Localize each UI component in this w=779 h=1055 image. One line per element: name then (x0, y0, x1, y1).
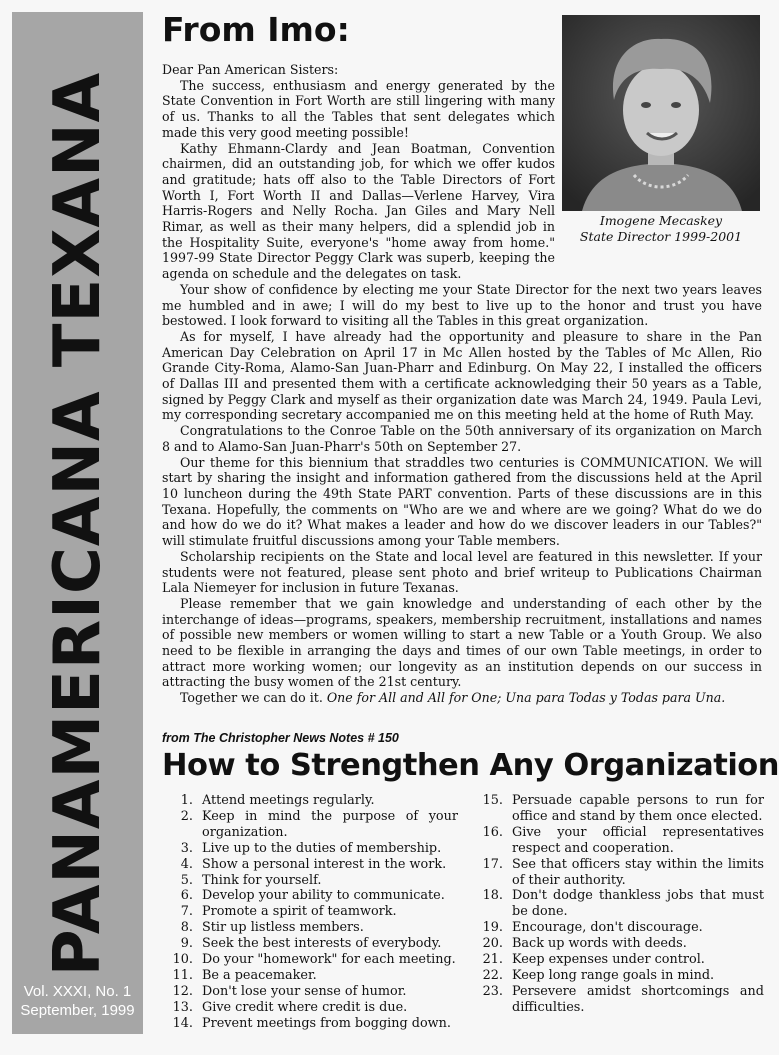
closing-text: Together we can do it. (180, 690, 323, 706)
list-item-text: Promote a spirit of teamwork. (202, 904, 397, 920)
list-item (162, 984, 458, 1000)
closing-paragraph (162, 690, 762, 706)
paragraph: The success, enthusiasm and energy generated by the State Convention in Fort Worth are still lingering with many of us. Thanks to all the Tables that sent delegates which made this very good meeting possible! (162, 77, 555, 140)
list-item (162, 920, 458, 936)
list-item-text: Be a peacemaker. (202, 967, 317, 983)
list-item (162, 857, 458, 873)
list-item-text: Live up to the duties of membership. (202, 840, 442, 856)
list-item (472, 936, 764, 952)
list-item (472, 984, 764, 1016)
letter-body (162, 62, 762, 706)
issue-volume: Vol. XXXI, No. 1 (23, 983, 132, 1000)
masthead-sidebar (12, 12, 143, 1034)
motto: One for All and All for One; Una para Todas y Todas para Una. (326, 690, 726, 706)
list-item-text: Encourage, don't discourage. (512, 920, 703, 936)
list-left-column (162, 793, 458, 1032)
list-item-text: Don't dodge thankless jobs that must be done. (512, 888, 764, 920)
salutation: Dear Pan American Sisters: (162, 62, 339, 77)
paragraph: Our theme for this biennium that straddles two centuries is COMMUNICATION. We will start by sharing the insight and information gathered from the discussions held at the April 10 luncheon during the 49th State PART convention. Parts of these discussions are in this Texana. Hopefully, the comments on "Who are we and where are we going? What do we do and how do we do it? What makes a leader and how do we discover leaders in our Tables?" will stimulate fruitful discussions among your Table members. (162, 454, 762, 549)
list-item-number: 15. (482, 793, 503, 808)
list-item-text: See that officers stay within the limits of their authority. (512, 856, 764, 888)
list-item (162, 841, 458, 857)
list-item-number: 8. (180, 920, 193, 936)
list-right-column (472, 793, 764, 1016)
list-item-text: Stir up listless members. (202, 920, 364, 936)
list-item-number: 3. (180, 840, 193, 856)
paragraph: Congratulations to the Conroe Table on the 50th anniversary of its organization on March 8 and to Alamo-San Juan-Pharr's 50th on September 27. (162, 423, 762, 454)
list-item-text: Think for yourself. (202, 872, 322, 888)
list-item-text: Persevere amidst shortcomings and difficulties. (512, 983, 764, 1015)
list-item-text: Don't lose your sense of humor. (202, 983, 407, 999)
list-item-text: Back up words with deeds. (512, 936, 687, 952)
masthead-title: PANAMERICANA TEXANA (40, 71, 115, 977)
section-heading: How to Strengthen Any Organization (162, 748, 779, 783)
list-item-number: 9. (180, 936, 193, 952)
source-credit: from The Christopher News Notes # 150 (162, 731, 399, 745)
list-item-text: Give your official representatives respect and cooperation. (512, 824, 764, 856)
list-item-number: 5. (180, 872, 193, 888)
list-item-number: 4. (180, 856, 193, 872)
list-item-text: Do your "homework" for each meeting. (202, 952, 456, 968)
paragraph: Please remember that we gain knowledge and understanding of each other by the interchange of ideas—programs, speakers, membership recruitment, installations and names of possible new members or women willing to start a new Table or a Youth Group. We also need to be flexible in arranging the days and times of our own Table meetings, in order to attract more working women; our longevity as an institution depends on our success in attracting the busy women of the 21st century. (162, 595, 762, 690)
list-item-text: Give credit where credit is due. (202, 999, 408, 1015)
list-item-number: 19. (482, 920, 503, 936)
list-item (162, 936, 458, 952)
list-item (162, 904, 458, 920)
list-item (472, 920, 764, 936)
list-item-number: 1. (180, 793, 193, 808)
paragraph: Your show of confidence by electing me your State Director for the next two years leaves me humbled and in awe; I will do my best to live up to the honor and trust you have bestowed. I look forward to visiting all the Tables in this great organization. (162, 281, 762, 329)
list-item (162, 793, 458, 809)
list-item-number: 13. (172, 999, 193, 1015)
list-item (472, 952, 764, 968)
caption-role: State Director 1999-2001 (579, 229, 743, 244)
caption-name: Imogene Mecaskey (599, 213, 723, 228)
list-item (472, 888, 764, 920)
paragraph: Scholarship recipients on the State and local level are featured in this newsletter. If your students were not featured, please sent photo and brief writeup to Publications Chairman Lala Niemeyer for inclusion in future Texanas. (162, 548, 762, 596)
list-item (162, 873, 458, 889)
list-item-text: Develop your ability to communicate. (202, 888, 445, 904)
list-item-number: 7. (180, 904, 193, 920)
list-item (162, 968, 458, 984)
list-item-number: 21. (482, 952, 503, 968)
list-item (162, 888, 458, 904)
list-item-text: Keep expenses under control. (512, 952, 705, 968)
list-item-number: 11. (172, 967, 193, 983)
list-item (162, 1000, 458, 1016)
article-title: From Imo: (162, 10, 350, 49)
list-item (162, 952, 458, 968)
list-item-number: 23. (482, 983, 503, 999)
issue-info (12, 982, 143, 1020)
list-item-number: 20. (482, 936, 503, 952)
list-item-number: 12. (172, 983, 193, 999)
list-item-text: Attend meetings regularly. (202, 793, 375, 808)
list-item (162, 809, 458, 841)
list-item-number: 10. (172, 952, 193, 968)
list-item-text: Persuade capable persons to run for office and stand by them once elected. (512, 793, 764, 824)
list-item-number: 2. (180, 808, 193, 824)
list-item (162, 1016, 458, 1032)
list-item (472, 793, 764, 825)
list-item (472, 968, 764, 984)
list-item (472, 857, 764, 889)
list-item-number: 18. (482, 888, 503, 904)
paragraph: As for myself, I have already had the opportunity and pleasure to share in the Pan American Day Celebration on April 17 in Mc Allen hosted by the Tables of Mc Allen, Rio Grande City-Roma, Alamo-San Juan-Pharr and Edinburg. On May 22, I installed the officers of Dallas III and presented them with a certificate acknowledging their 50 years as a Table, signed by Peggy Clark and myself as their organization date was March 24, 1949. Paula Levi, my corresponding secretary accompanied me on this meeting held at the home of Ruth May. (162, 328, 762, 423)
list-item-text: Keep long range goals in mind. (512, 967, 715, 983)
issue-date: September, 1999 (20, 1002, 135, 1019)
list-item-number: 17. (482, 856, 503, 872)
list-item-text: Show a personal interest in the work. (202, 856, 447, 872)
paragraph: Kathy Ehmann-Clardy and Jean Boatman, Convention chairmen, did an outstanding job, for which we offer kudos and gratitude; hats off also to the Table Directors of Fort Worth I, Fort Worth II and Dallas—Verlene Harvey, Vira Harris-Rogers and Nelly Rocha. Jan Giles and Mary Nell Rimar, as well as their many helpers, did a splendid job in the Hospitality Suite, everyone's "home away from home." 1997-99 State Director Peggy Clark was superb, keeping the agenda on schedule and the delegates on task. (162, 140, 555, 282)
list-item-text: Prevent meetings from bogging down. (202, 1015, 451, 1031)
list-item-text: Seek the best interests of everybody. (202, 936, 442, 952)
list-item-number: 14. (172, 1015, 193, 1031)
list-item-number: 22. (482, 967, 503, 983)
list-item-text: Keep in mind the purpose of your organization. (202, 808, 458, 840)
list-item-number: 16. (482, 824, 503, 840)
list-item (472, 825, 764, 857)
list-item-number: 6. (180, 888, 193, 904)
